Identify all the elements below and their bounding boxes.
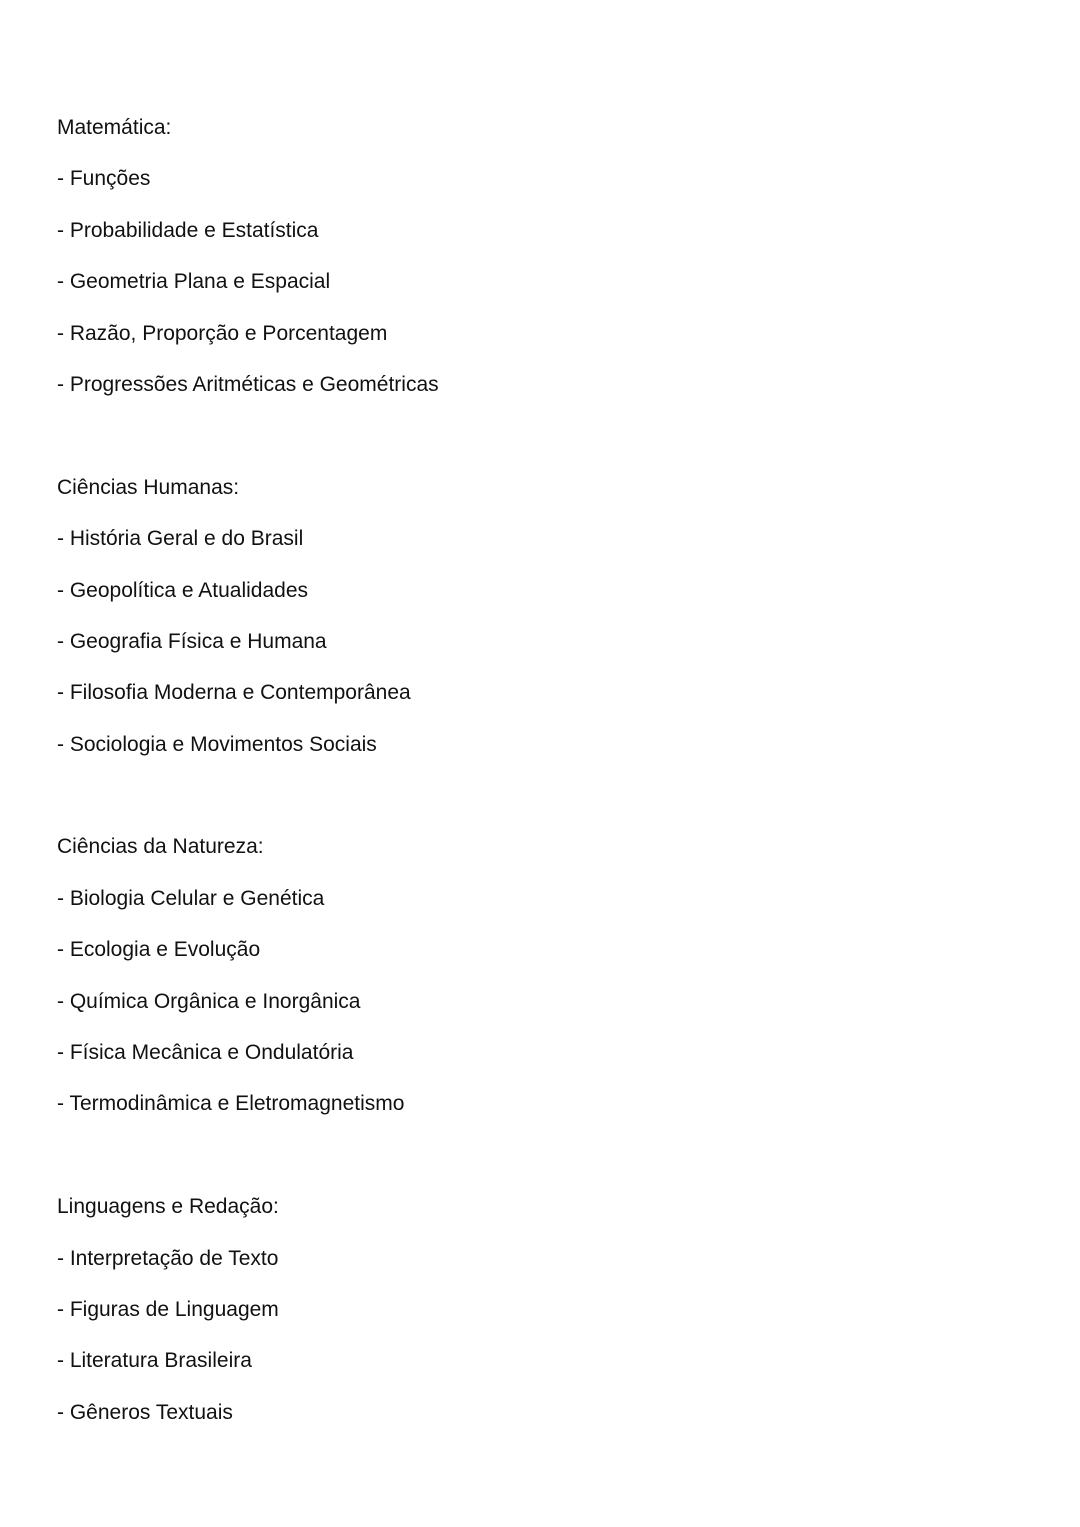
section-linguagens-redacao <box>57 1181 439 1438</box>
section-ciencias-natureza <box>57 821 439 1129</box>
section-heading: Matemática: <box>57 116 172 139</box>
list-item: - Filosofia Moderna e Contemporânea <box>57 681 411 705</box>
list-item: - Interpretação de Texto <box>57 1246 279 1270</box>
list-item: - Literatura Brasileira <box>57 1349 252 1373</box>
list-item: - Química Orgânica e Inorgânica <box>57 989 361 1013</box>
list-item: - Termodinâmica e Eletromagnetismo <box>57 1092 405 1116</box>
section-matematica <box>57 102 439 410</box>
section-heading: Linguagens e Redação: <box>57 1195 279 1219</box>
list-item: - História Geral e do Brasil <box>57 527 304 551</box>
list-item: - Sociologia e Movimentos Sociais <box>57 732 377 756</box>
list-item: - Probabilidade e Estatística <box>57 218 319 242</box>
section-ciencias-humanas <box>57 462 439 770</box>
list-item: - Geometria Plana e Espacial <box>57 270 331 294</box>
list-item: - Gêneros Textuais <box>57 1400 233 1424</box>
list-item: - Biologia Celular e Genética <box>57 886 325 910</box>
section-heading: Ciências da Natureza: <box>57 835 264 859</box>
list-item: - Física Mecânica e Ondulatória <box>57 1041 354 1065</box>
list-item: - Funções <box>57 167 151 191</box>
list-item: - Geopolítica e Atualidades <box>57 578 308 602</box>
list-item: - Ecologia e Evolução <box>57 938 261 962</box>
list-item: - Razão, Proporção e Porcentagem <box>57 321 388 345</box>
document-page <box>57 102 439 1490</box>
list-item: - Figuras de Linguagem <box>57 1297 279 1321</box>
list-item: - Geografia Física e Humana <box>57 629 327 653</box>
list-item: - Progressões Aritméticas e Geométricas <box>57 372 439 396</box>
section-heading: Ciências Humanas: <box>57 475 240 499</box>
